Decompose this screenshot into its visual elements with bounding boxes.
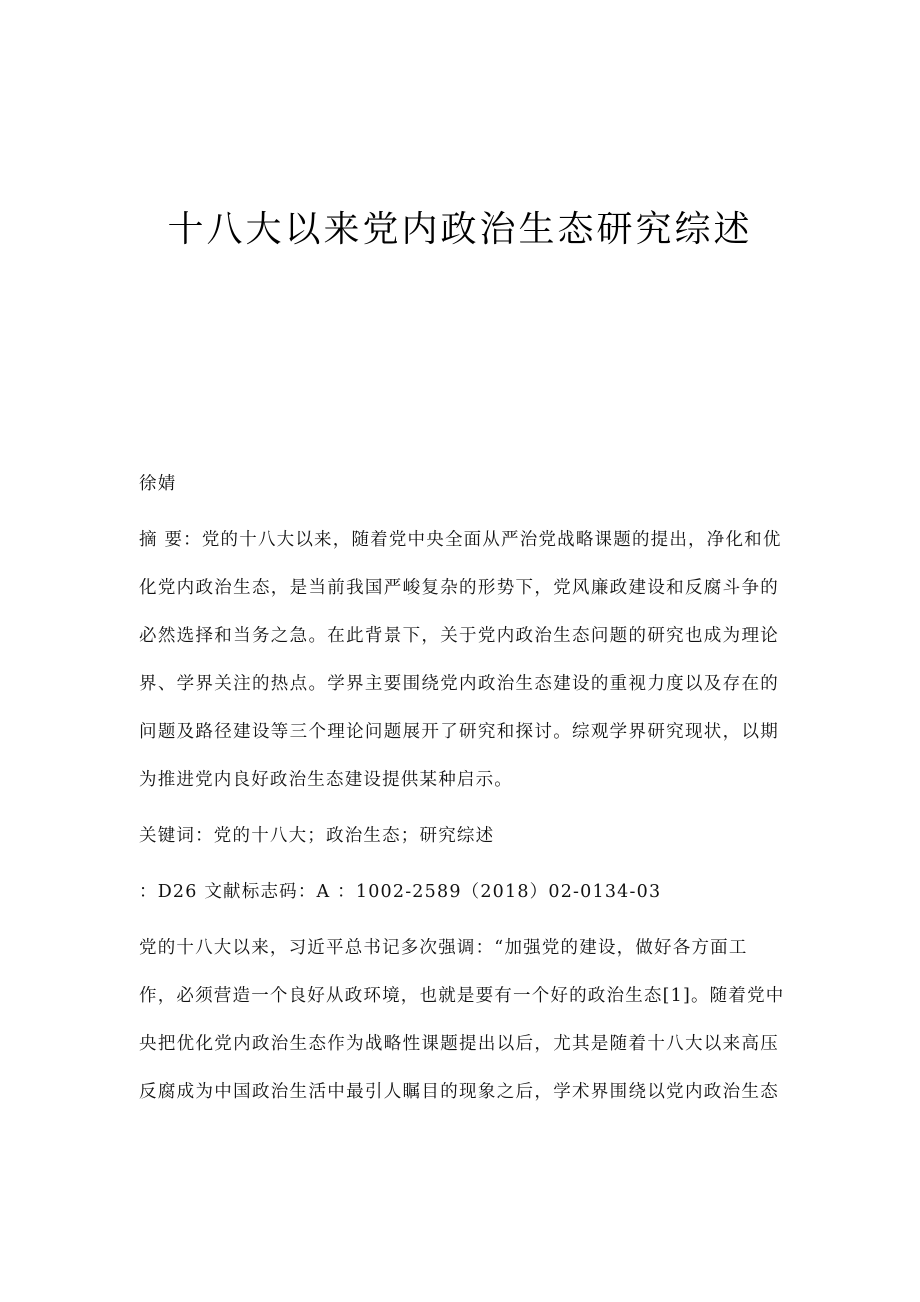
abstract-line: 必然选择和当务之急。在此背景下，关于党内政治生态问题的研究也成为理论 [139, 626, 779, 646]
body-line: 央把优化党内政治生态作为战略性课题提出以后，尤其是随着十八大以来高压 [139, 1034, 779, 1054]
classification-code: ：D26 文献标志码：A ：1002-2589（2018）02-0134-03 [139, 882, 662, 902]
abstract-line: 摘 要：党的十八大以来，随着党中央全面从严治党战略课题的提出，净化和优 [139, 530, 782, 550]
body-line: 作，必须营造一个良好从政环境，也就是要有一个好的政治生态[1]。随着党中 [139, 986, 785, 1006]
abstract-line: 化党内政治生态，是当前我国严峻复杂的形势下，党风廉政建设和反腐斗争的 [139, 578, 779, 598]
abstract-line: 界、学界关注的热点。学界主要围绕党内政治生态建设的重视力度以及存在的 [139, 674, 779, 694]
body-line: 党的十八大以来，习近平总书记多次强调：“加强党的建设，做好各方面工 [139, 938, 748, 958]
document-title: 十八大以来党内政治生态研究综述 [167, 209, 753, 250]
abstract-line: 为推进党内良好政治生态建设提供某种启示。 [139, 770, 513, 790]
keywords: 关键词：党的十八大；政治生态；研究综述 [139, 826, 495, 846]
body-line: 反腐成为中国政治生活中最引人瞩目的现象之后，学术界围绕以党内政治生态 [139, 1082, 779, 1102]
author-name: 徐婧 [139, 474, 177, 494]
abstract-line: 问题及路径建设等三个理论问题展开了研究和探讨。综观学界研究现状，以期 [139, 722, 779, 742]
